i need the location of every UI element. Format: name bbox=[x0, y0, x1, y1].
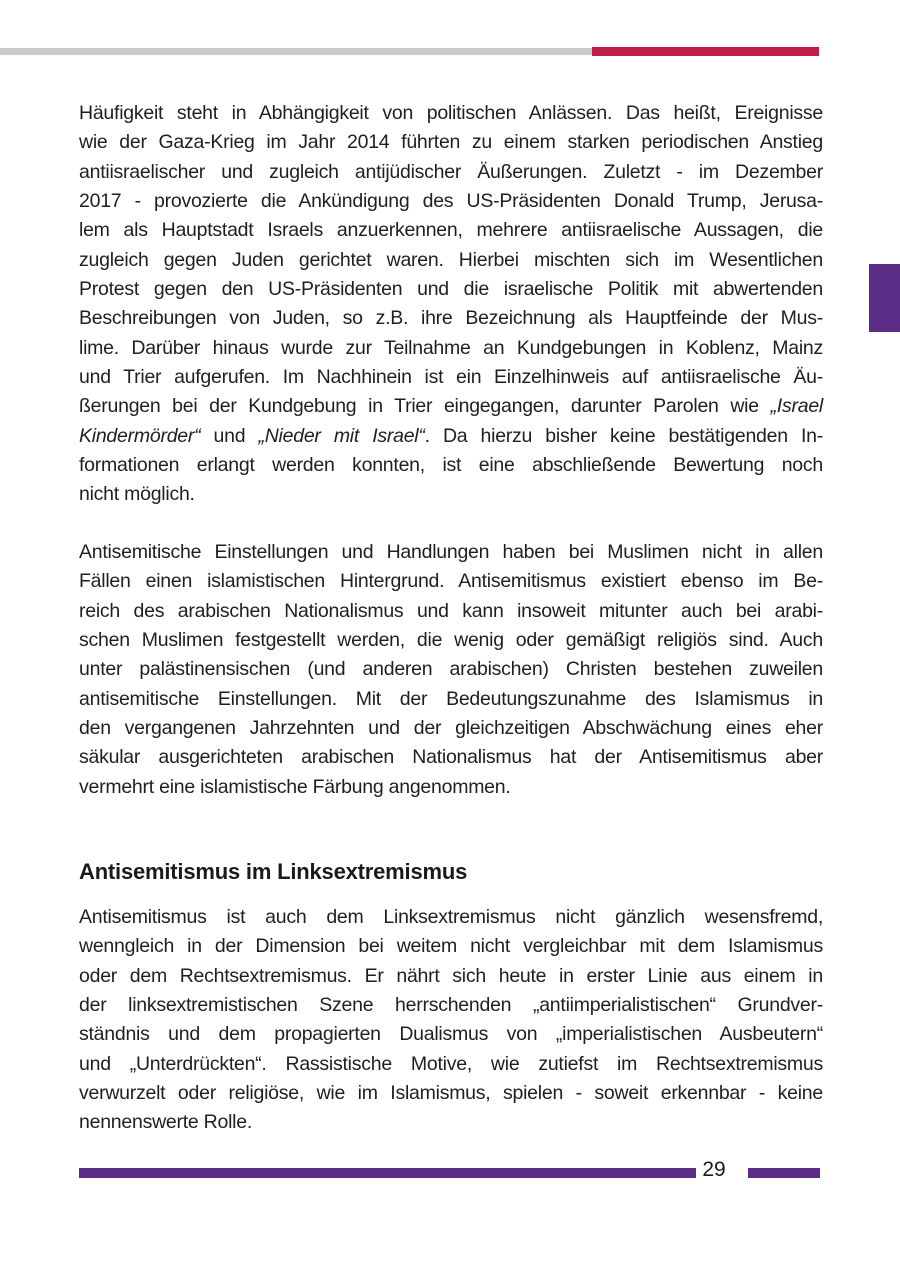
text-line: säkular ausgerichteten arabischen Nationalismus hat der Antisemitismus aber bbox=[79, 746, 823, 769]
top-rule-gray bbox=[0, 48, 592, 55]
text-line: nicht möglich. bbox=[79, 483, 195, 506]
text-line: wie der Gaza-Krieg im Jahr 2014 führten zu einem starken periodischen Anstieg bbox=[79, 131, 823, 154]
text-line: wenngleich in der Dimension bei weitem nicht vergleichbar mit dem Islamismus bbox=[79, 935, 823, 958]
footer-rule-right bbox=[748, 1168, 820, 1178]
text-line: und Trier aufgerufen. Im Nachhinein ist ein Einzelhinweis auf antiisraelische Äu- bbox=[79, 365, 823, 388]
text-line: formationen erlangt werden konnten, ist eine abschließende Bewertung noch bbox=[79, 453, 823, 476]
text-line: ständnis und dem propagierten Dualismus von „imperialistischen Ausbeutern“ bbox=[79, 1023, 823, 1046]
text-line: lem als Hauptstadt Israels anzuerkennen, mehrere antiisraelische Aussagen, die bbox=[79, 219, 823, 242]
text-line: verwurzelt oder religiöse, wie im Islamismus, spielen - soweit erkennbar - keine bbox=[79, 1081, 823, 1104]
text-line: nennenswerte Rolle. bbox=[79, 1111, 253, 1134]
section-heading-linksextremismus: Antisemitismus im Linksextremismus bbox=[79, 859, 468, 884]
text-line: Protest gegen den US-Präsidenten und die israelische Politik mit abwertenden bbox=[79, 277, 823, 300]
text-line: lime. Darüber hinaus wurde zur Teilnahme an Kundgebungen in Koblenz, Mainz bbox=[79, 336, 823, 359]
text-line: den vergangenen Jahrzehnten und der gleichzeitigen Abschwächung eines eher bbox=[79, 716, 823, 739]
text-line: unter palästinensischen (und anderen arabischen) Christen bestehen zuweilen bbox=[79, 658, 823, 681]
text-line: vermehrt eine islamistische Färbung angenommen. bbox=[79, 775, 511, 798]
text-line: antiisraelischer und zugleich antijüdischer Äußerungen. Zuletzt - im Dezember bbox=[79, 160, 823, 183]
chapter-edge-tab bbox=[869, 264, 900, 332]
page-number: 29 bbox=[702, 1158, 726, 1181]
text-line: reich des arabischen Nationalismus und kann insoweit mitunter auch bei arabi- bbox=[79, 599, 823, 622]
paragraph-anlassbezogene-haeufigkeit bbox=[79, 99, 823, 510]
text-line: 2017 - provozierte die Ankündigung des US-Präsidenten Donald Trump, Jerusa- bbox=[79, 189, 823, 212]
text-line: der linksextremistischen Szene herrschenden „antiimperialistischen“ Grundver- bbox=[79, 993, 823, 1016]
text-line: antisemitische Einstellungen. Mit der Bedeutungszunahme des Islamismus in bbox=[79, 687, 823, 710]
text-line: ßerungen bei der Kundgebung in Trier eingegangen, darunter Parolen wie „Israel bbox=[79, 395, 823, 418]
text-line: Kindermörder“ und „Nieder mit Israel“. Da hierzu bisher keine bestätigenden In- bbox=[79, 424, 823, 447]
footer-rule-left bbox=[79, 1168, 696, 1178]
text-line: Beschreibungen von Juden, so z.B. ihre Bezeichnung als Hauptfeinde der Mus- bbox=[79, 307, 823, 330]
text-line: Fällen einen islamistischen Hintergrund. Antisemitismus existiert ebenso im Be- bbox=[79, 570, 823, 593]
text-line: Antisemitismus ist auch dem Linksextremismus nicht gänzlich wesensfremd, bbox=[79, 906, 823, 928]
text-line: oder dem Rechtsextremismus. Er nährt sich heute in erster Linie aus einem in bbox=[79, 964, 823, 987]
top-rule-accent bbox=[592, 47, 819, 56]
paragraph-linksextremismus bbox=[79, 903, 823, 1138]
text-line: zugleich gegen Juden gerichtet waren. Hierbei mischten sich im Wesentlichen bbox=[79, 248, 823, 271]
text-line: Antisemitische Einstellungen und Handlungen haben bei Muslimen nicht in allen bbox=[79, 541, 823, 563]
text-line: schen Muslimen festgestellt werden, die wenig oder gemäßigt religiös sind. Auch bbox=[79, 628, 823, 651]
text-line: und „Unterdrückten“. Rassistische Motive, wie zutiefst im Rechtsextremismus bbox=[79, 1052, 823, 1075]
text-line: Häufigkeit steht in Abhängigkeit von politischen Anlässen. Das heißt, Ereignisse bbox=[79, 102, 823, 124]
paragraph-antisemitische-einstellungen bbox=[79, 538, 823, 802]
